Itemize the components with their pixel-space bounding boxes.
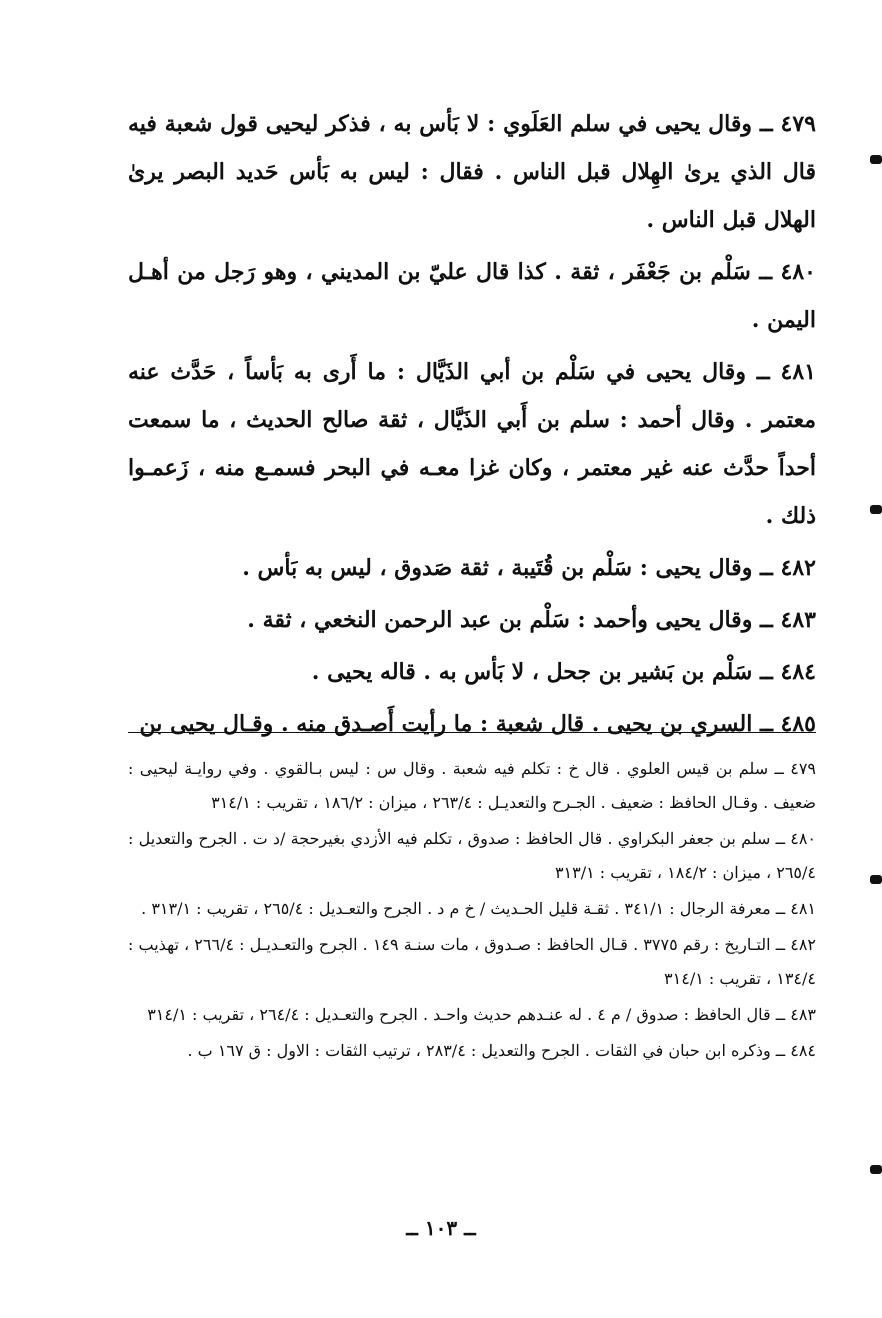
entry-482: ٤٨٢ ــ وقال يحيى : سَلْم بن قُتَيبة ، ثقة صَدوق ، ليس به بَأس . xyxy=(242,555,816,581)
scan-binding-mark xyxy=(870,1165,882,1174)
footnote-481: ٤٨١ ــ معرفة الرجال : ٣٤١/١ . ثقـة قليل الحـديث / خ م د . الجرح والتعـديل : ٢٦٥/٤ ، تقريب : ٣١٣/١ . xyxy=(141,899,816,918)
footnote-482: ٤٨٢ ــ التـاريخ : رقم ٣٧٧٥ . قـال الحافظ : صـدوق ، مات سنـة ١٤٩ . الجرح والتعـديـل : ٢٦٦/٤ ، تهذيب : ١٣٤/٤ ، تقريب : ٣١٤/١ xyxy=(128,935,817,988)
entry-483: ٤٨٣ ــ وقال يحيى وأحمد : سَلْم بن عبد الرحمن النخعي ، ثقة . xyxy=(247,607,816,633)
footnote-484: ٤٨٤ ــ وذكره ابن حبان في الثقات . الجرح والتعديل : ٢٨٣/٤ ، ترتيب الثقات : الاول : ق ١٦٧ ب . xyxy=(187,1041,816,1060)
scan-binding-mark xyxy=(870,875,882,884)
entry-484: ٤٨٤ ــ سَلْم بن بَشير بن جحل ، لا بَأس به . قاله يحيى . xyxy=(311,659,816,685)
footnote-480: ٤٨٠ ــ سلم بن جعفر البكراوي . قال الحافظ : صدوق ، تكلم فيه الأزدي بغيرحجة /د ت . الجرح والتعديل : ٢٦٥/٤ ، ميزان : ١٨٤/٢ ، تقريب : ٣١٣/١ xyxy=(128,829,816,882)
page-number: ــ ١٠٣ ــ xyxy=(406,1216,476,1240)
footnotes xyxy=(128,752,816,1070)
entry-480: ٤٨٠ ــ سَلْم بن جَعْفَر ، ثقة . كذا قال عليّ بن المديني ، وهو رَجل من أهـل اليمن . xyxy=(128,259,816,333)
main-text xyxy=(128,100,816,748)
scan-binding-mark xyxy=(870,505,882,514)
footnote-483: ٤٨٣ ــ قال الحافظ : صدوق / م ٤ . له عنـدهم حديث واحـد . الجرح والتعـديل : ٢٦٤/٤ ، تقريب : ٣١٤/١ xyxy=(147,1005,816,1024)
footnote-479: ٤٧٩ ــ سلم بن قيس العلوي . قال خ : تكلم فيه شعبة . وقال س : ليس بـالقوي . وفي روايـة ليحيى : ضعيف . وقـال الحافظ : ضعيف . الجـرح والتعديـل : ٢٦٣/٤ ، ميزان : ١٨٦/٢ ، تقريب : ٣١٤/١ xyxy=(128,759,816,812)
entry-481: ٤٨١ ــ وقال يحيى في سَلْم بن أبي الذَيَّال : ما أَرى به بَأساً ، حَدَّث عنه معتمر . وقال أحمد : سلم بن أَبي الذَيَّال ، ثقة صالح الحديث ، ما سمعت أحداً حدَّث عنه غير معتمر ، وكان غزا معـه في البحر فسمـع منه ، زَعمـوا ذلك . xyxy=(128,359,816,529)
entry-479: ٤٧٩ ــ وقال يحيى في سلم العَلَوي : لا بَأس به ، فذكر ليحيى قول شعبة فيه قال الذي يرىٰ الهِلال قبل الناس . فقال : ليس به بَأس حَديد البصر يرىٰ الهلال قبل الناس . xyxy=(128,111,816,233)
footnote-separator xyxy=(128,732,816,733)
scan-binding-mark xyxy=(870,155,882,164)
entry-485: ٤٨٥ ــ السري بن يحيى . قال شعبة : ما رأيت أَصـدق منه . وقـال يحيى بن xyxy=(139,711,816,737)
